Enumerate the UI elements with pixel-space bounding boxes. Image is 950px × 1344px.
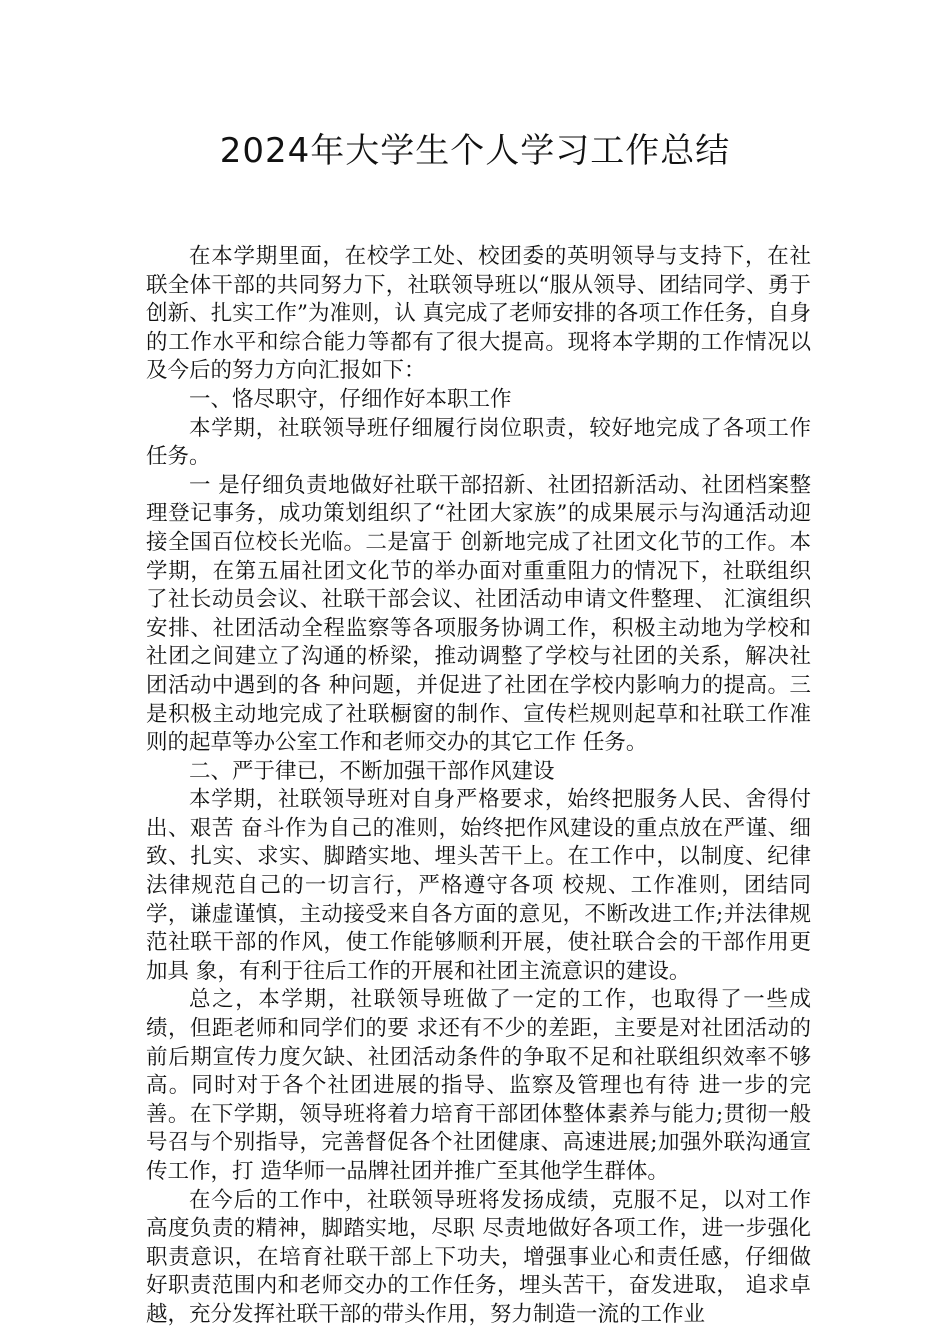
document-body: [146, 243, 811, 1330]
body-paragraph: 在今后的工作中，社联领导班将发扬成绩，克服不足，以对工作高度负责的精神，脚踏实地，尽职 尽责地做好各项工作，进一步强化职责意识，在培育社联干部上下功夫，增强事业心和责任感，仔细做好职责范围内和老师交办的工作任务，埋头苦干，奋发进取， 追求卓越，充分发挥社联干部的带头作用，努力制造一流的工作业: [146, 1187, 811, 1327]
page-title: 2024年大学生个人学习工作总结: [219, 131, 731, 171]
body-paragraph: 本学期，社联领导班对自身严格要求，始终把服务人民、舍得付出、艰苦 奋斗作为自己的准则，始终把作风建设的重点放在严谨、细致、扎实、求实、脚踏实地、埋头苦干上。在工作中，以制度、纪律法律规范自己的一切言行，严格遵守各项 校规、工作准则，团结同学，谦虚谨慎，主动接受来自各方面的意见，不断改进工作;并法律规范社联干部的作风，使工作能够顺利开展，使社联合会的干部作用更加具 象，有利于往后工作的开展和社团主流意识的建设。: [146, 787, 811, 984]
body-paragraph: 总之，本学期，社联领导班做了一定的工作，也取得了一些成绩，但距老师和同学们的要 求还有不少的差距，主要是对社团活动的前后期宣传力度欠缺、社团活动条件的争取不足和社联组织效率不够高。同时对于各个社团进展的指导、监察及管理也有待 进一步的完善。在下学期，领导班将着力培育干部团体整体素养与能力;贯彻一般号召与个别指导，完善督促各个社团健康、高速进展;加强外联沟通宣传工作，打 造华师一品牌社团并推广至其他学生群体。: [146, 987, 811, 1184]
intro-paragraph: 在本学期里面，在校学工处、校团委的英明领导与支持下，在社联全体干部的共同努力下，社联领导班以“服从领导、团结同学、勇于创新、扎实工作”为准则，认 真完成了老师安排的各项工作任务，自身的工作水平和综合能力等都有了很大提高。现将本学期的工作情况以及今后的努力方向汇报如下：: [146, 244, 811, 384]
section-heading-1: 一、恪尽职守，仔细作好本职工作: [189, 386, 512, 412]
body-paragraph: 本学期，社联领导班仔细履行岗位职责，较好地完成了各项工作任务。: [146, 415, 811, 470]
body-paragraph: 一 是仔细负责地做好社联干部招新、社团招新活动、社团档案整理登记事务，成功策划组织了“社团大家族”的成果展示与沟通活动迎接全国百位校长光临。二是富于 创新地完成了社团文化节的工作。本学期，在第五届社团文化节的举办面对重重阻力的情况下，社联组织了社长动员会议、社联干部会议、社团活动申请文件整理、 汇演组织安排、社团活动全程监察等各项服务协调工作，积极主动地为学校和社团之间建立了沟通的桥梁，推动调整了学校与社团的关系，解决社团活动中遇到的各 种问题，并促进了社团在学校内影响力的提高。三是积极主动地完成了社联橱窗的制作、宣传栏规则起草和社联工作准则的起草等办公室工作和老师交办的其它工作 任务。: [146, 472, 811, 756]
section-heading-2: 二、严于律已，不断加强干部作风建设: [189, 758, 555, 784]
